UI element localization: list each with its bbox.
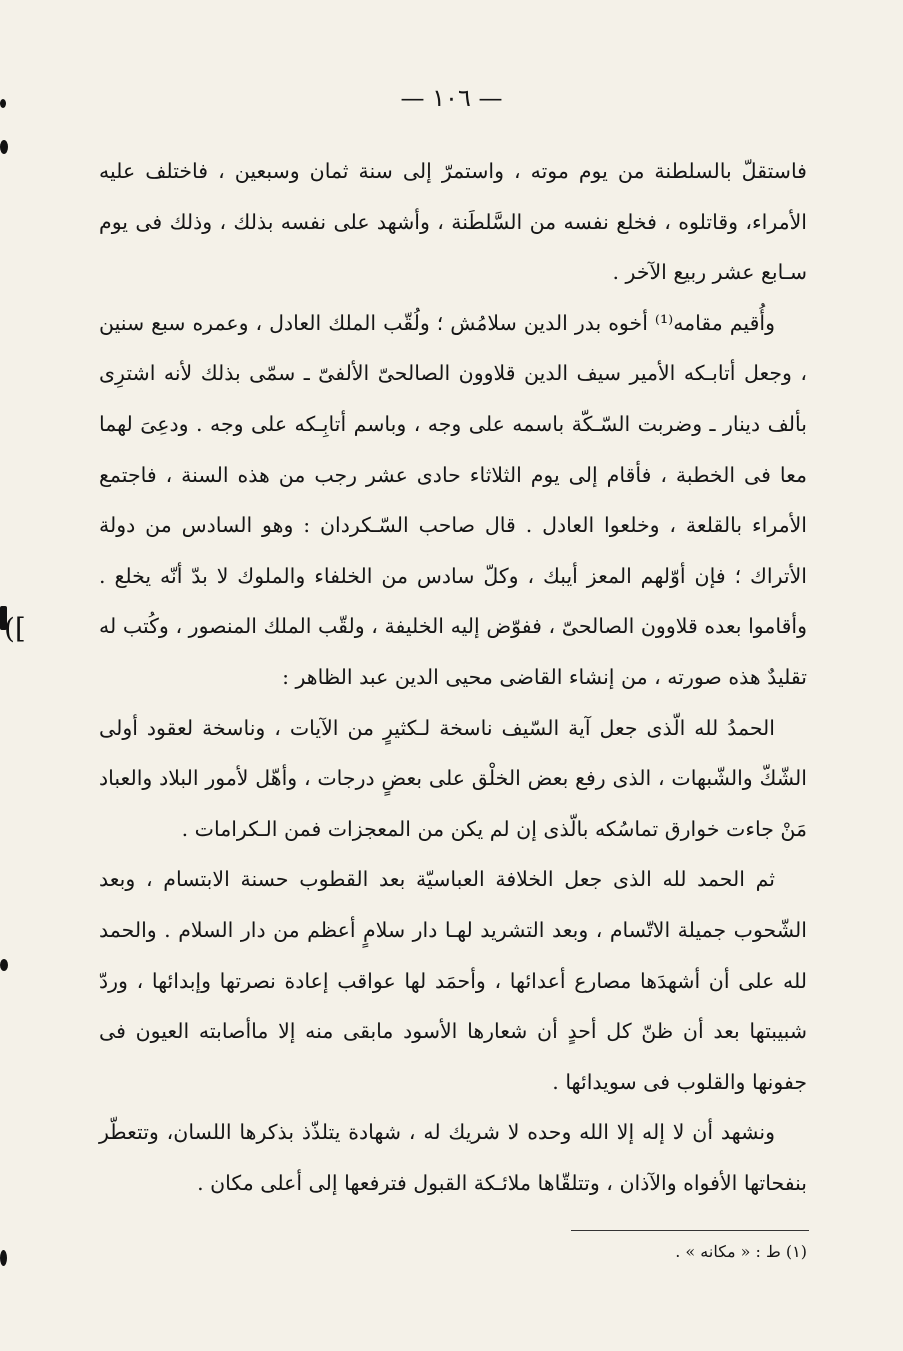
paragraph-1: فاستقلّ بالسلطنة من يوم موته ، واستمرّ إلى سنة ثمان وسبعين ، فاختلف عليه الأمراء، وقاتلوه ، فخلع نفسه من السَّلطَنة ، وأشهد على نفسه بذلك ، وذلك فى يوم سـابع عشر ربيع الآخر . [99,159,807,285]
paragraph-3: الحمدُ لله الّذى جعل آية السّيف ناسخة لـكثيرٍ من الآيات ، وناسخة لعقود أولى الشّكّ والشّبهات ، الذى رفع بعض الخلْق على بعضٍ درجات ، وأهّل لأمور البلاد والعباد مَنْ جاءت خوارق تماسُكه بالّذى إن لم يكن من المعجزات فمن الـكرامات . [99,715,807,841]
margin-bracket: ([ [4,612,26,645]
footnote: (١) ط : « مكانه » . [675,1242,807,1261]
paragraph-5: ونشهد أن لا إله إلا الله وحده لا شريك له ، شهادة يتلذّذ بذكرها اللسان، وتتعطّر بنفحاتها الأفواه والآذان ، وتتلقّاها ملائـكة القبول فترفعها إلى أعلى مكان . [99,1120,807,1195]
binding-mark [0,99,6,108]
paragraph-2: وأُقيم مقامه⁽¹⁾ أخوه بدر الدين سلامُش ؛ ولُقّب الملك العادل ، وعمره سبع سنين ، وجعل أتابـكه الأمير سيف الدين قلاوون الصالحىّ الألفىّ ـ سمّى بذلك لأنه اشترِى بألف دينار ـ وضربت السّـكّة باسمه على وجه ، وباسم أتابِـكه على وجه . ودعِىَ لهما معا فى الخطبة ، فأقام إلى يوم الثلاثاء حادى عشر رجب من هذه السنة ، فاجتمع الأمراء بالقلعة ، وخلعوا العادل . قال صاحب السّـكردان : وهو السادس من دولة الأتراك ؛ فإن أوّلهم المعز أيبك ، وكلّ سادس من الخلفاء والملوك لا بدّ أنّه يخلع . وأقاموا بعده قلاوون الصالحىّ ، ففوّض إليه الخليفة ، ولقّب الملك المنصور ، وكُتب له تقليدٌ هذه صورته ، من إنشاء القاضى محيى الدين عبد الظاهر : [99,310,807,689]
binding-mark [0,140,8,154]
footnote-divider [571,1230,809,1231]
paragraph-4: ثم الحمد لله الذى جعل الخلافة العباسيّة بعد القطوب حسنة الابتسام ، وبعد الشّحوب جميلة الاتّسام ، وبعد التشريد لهـا دار سلامٍ أعظم من دار السلام . والحمد لله على أن أشهدَها مصارع أعدائها ، وأحمَد لها عواقب إعادة نصرتها وإبدائها ، وردّ شبيبتها بعد أن ظنّ كل أحدٍ أن شعارها الأسود مابقى منه إلا ماأصابته العيون فى جفونها والقلوب فى سويدائها . [99,867,807,1094]
main-text [99,146,807,1208]
page-number: — ١٠٦ — [400,84,503,112]
binding-mark [0,1250,7,1266]
binding-mark [0,959,8,971]
